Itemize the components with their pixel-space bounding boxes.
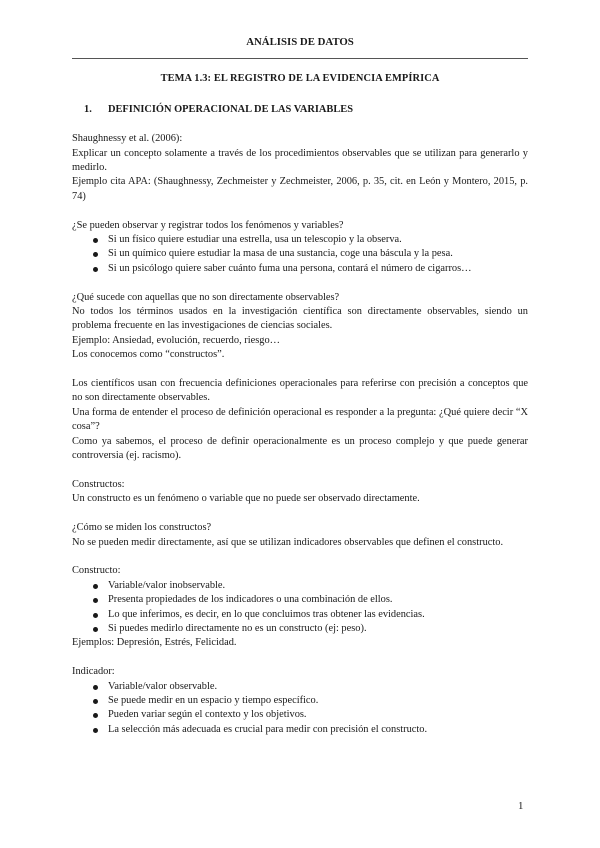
list-item: Si un físico quiere estudiar una estrella, usa un telescopio y la observa. <box>90 233 528 247</box>
list-item: Variable/valor inobservable. <box>90 579 528 593</box>
page-number: 1 <box>518 800 524 812</box>
question: ¿Qué sucede con aquellas que no son directamente observables? <box>72 291 340 303</box>
paragraph: Los conocemos como “constructos”. <box>72 349 225 361</box>
section-heading <box>84 103 528 117</box>
section-number: 1. <box>84 104 92 116</box>
bullet-list <box>72 579 528 637</box>
paragraph: Una forma de entender el proceso de definición operacional es responder a la pregunta: ¿Qué quiere decir “X cosa”? <box>72 406 528 433</box>
topic-title: TEMA 1.3: EL REGISTRO DE LA EVIDENCIA EMPÍRICA <box>160 73 440 84</box>
list-item: Pueden variar según el contexto y los objetivos. <box>90 708 528 722</box>
bullet-list <box>72 680 528 738</box>
paragraph: No todos los términos usados en la investigación científica son directamente observables, siendo un problema frecuente en las investigaciones de ciencias sociales. <box>72 306 528 332</box>
paragraph: Ejemplo: Ansiedad, evolución, recuerdo, riesgo… <box>72 334 281 346</box>
paragraph: Ejemplo cita APA: (Shaughnessy, Zechmeister y Zechmeister, 2006, p. 35, cit. en León y Montero, 2015, p. 74) <box>72 176 528 202</box>
list-item: Variable/valor observable. <box>90 680 528 694</box>
bullet-list <box>72 233 528 276</box>
paragraph: No se pueden medir directamente, así que se utilizan indicadores observables que definen el constructo. <box>72 536 504 548</box>
label: Indicador: <box>72 666 115 678</box>
question: ¿Cómo se miden los constructos? <box>72 522 212 534</box>
label: Constructos: <box>72 478 125 490</box>
paragraph: Un constructo es un fenómeno o variable que no puede ser observado directamente. <box>72 493 420 505</box>
header-rule <box>72 58 528 59</box>
list-item: Lo que inferimos, es decir, en lo que concluimos tras obtener las evidencias. <box>90 608 528 622</box>
list-item: Si un psicólogo quiere saber cuánto fuma una persona, contará el número de cigarros… <box>90 262 528 276</box>
list-item: Si puedes medirlo directamente no es un constructo (ej: peso). <box>90 622 528 636</box>
paragraph: Explicar un concepto solamente a través de los procedimientos observables que se utilizan para generarlo y medirlo. <box>72 147 528 174</box>
page-content <box>72 68 528 737</box>
paragraph: Ejemplos: Depresión, Estrés, Felicidad. <box>72 637 237 649</box>
paragraph: Como ya sabemos, el proceso de definir operacionalmente es un proceso complejo y que puede generar controversia (ej. racismo). <box>72 435 528 462</box>
label: Constructo: <box>72 565 121 577</box>
page-header-title: ANÁLISIS DE DATOS <box>246 36 354 48</box>
list-item: Si un químico quiere estudiar la masa de una sustancia, coge una báscula y la pesa. <box>90 247 528 261</box>
list-item: La selección más adecuada es crucial para medir con precisión el constructo. <box>90 723 528 737</box>
list-item: Se puede medir en un espacio y tiempo específico. <box>90 694 528 708</box>
paragraph: Shaughnessy et al. (2006): <box>72 133 183 145</box>
question: ¿Se pueden observar y registrar todos los fenómenos y variables? <box>72 219 344 231</box>
paragraph: Los científicos usan con frecuencia definiciones operacionales para referirse con precisión a conceptos que no son directamente observables. <box>72 378 528 404</box>
list-item: Presenta propiedades de los indicadores o una combinación de ellos. <box>90 593 528 607</box>
section-title: DEFINICIÓN OPERACIONAL DE LAS VARIABLES <box>108 104 354 116</box>
